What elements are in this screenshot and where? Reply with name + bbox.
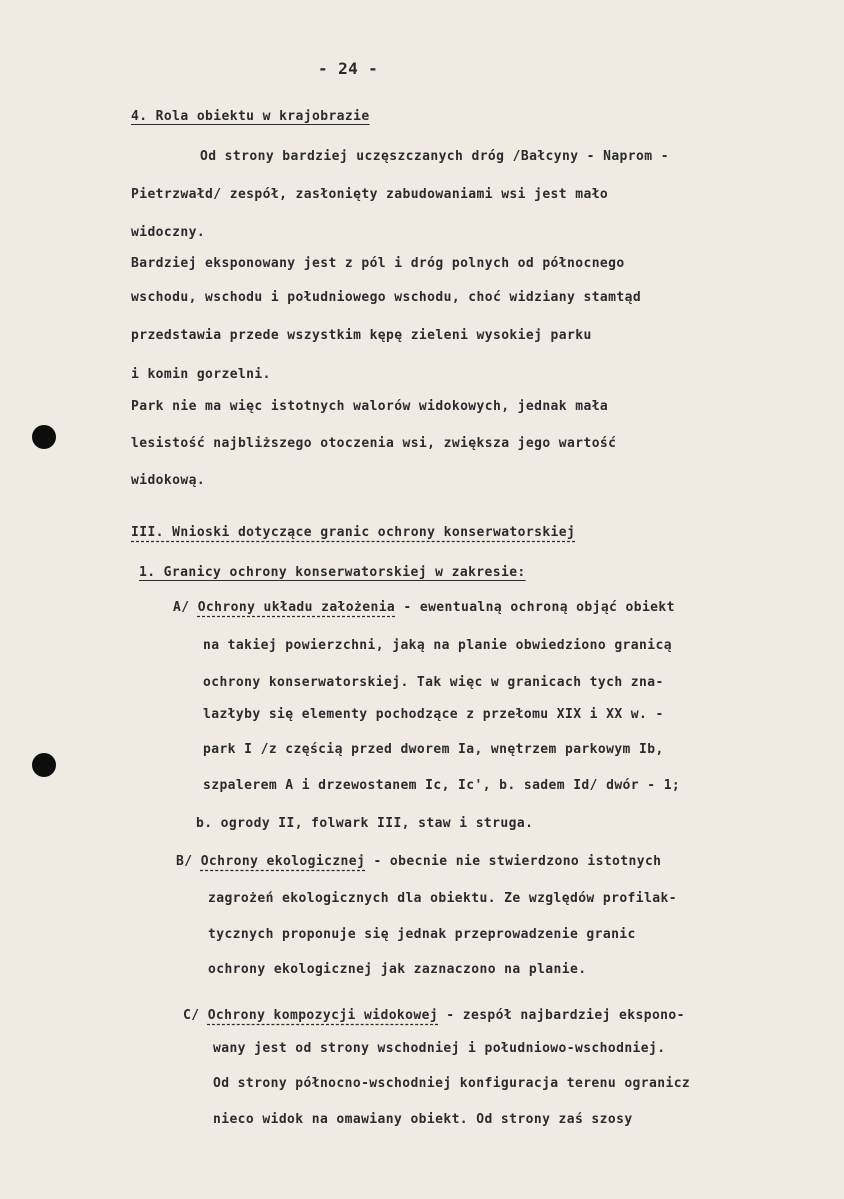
list-item-a — [173, 599, 675, 617]
item-text: - zespół najbardziej ekspono- — [438, 1008, 685, 1023]
text-line: Bardziej eksponowany jest z pól i dróg polnych od północnego — [131, 256, 625, 271]
item-prefix: C/ — [183, 1008, 200, 1023]
text-line: ochrony konserwatorskiej. Tak więc w granicach tych zna- — [203, 675, 664, 690]
page-number: - 24 - — [318, 59, 379, 78]
text-line: widoczny. — [131, 225, 206, 240]
text-line: lesistość najbliższego otoczenia wsi, zwiększa jego wartość — [131, 436, 617, 451]
item-prefix: A/ — [173, 600, 190, 615]
item-title: Ochrony ekologicznej — [200, 854, 366, 869]
text-line: lazłyby się elementy pochodzące z przełomu XIX i XX w. - — [203, 707, 664, 722]
punch-hole-icon — [32, 425, 56, 449]
text-line: Park nie ma więc istotnych walorów widokowych, jednak mała — [131, 399, 609, 414]
text-line: przedstawia przede wszystkim kępę zieleni wysokiej parku — [131, 328, 592, 343]
item-title: Ochrony kompozycji widokowej — [207, 1008, 439, 1023]
text-line: ochrony ekologicznej jak zaznaczono na planie. — [208, 962, 587, 977]
text-line: Pietrzwałd/ zespół, zasłonięty zabudowaniami wsi jest mało — [131, 187, 609, 202]
item-text: - ewentualną ochroną objąć obiekt — [395, 600, 675, 615]
section-heading: III. Wnioski dotyczące granic ochrony konserwatorskiej — [131, 525, 576, 540]
text-line: tycznych proponuje się jednak przeprowadzenie granic — [208, 927, 636, 942]
list-item-c — [183, 1007, 685, 1025]
text-line: park I /z częścią przed dworem Ia, wnętrzem parkowym Ib, — [203, 742, 664, 757]
item-title: Ochrony układu założenia — [197, 600, 396, 615]
text-line: na takiej powierzchni, jaką na planie obwiedziono granicą — [203, 638, 672, 653]
punch-hole-icon — [32, 753, 56, 777]
item-prefix: B/ — [176, 854, 193, 869]
text-line: wschodu, wschodu i południowego wschodu, choć widziany stamtąd — [131, 290, 642, 305]
text-line: Od strony północno-wschodniej konfiguracja terenu ogranicz — [213, 1076, 691, 1091]
text-line: nieco widok na omawiany obiekt. Od strony zaś szosy — [213, 1112, 633, 1127]
text-line: b. ogrody II, folwark III, staw i struga. — [196, 816, 534, 831]
text-line: i komin gorzelni. — [131, 367, 271, 382]
text-line: widokową. — [131, 473, 206, 488]
text-line: Od strony bardziej uczęszczanych dróg /Bałcyny - Naprom - — [200, 149, 669, 164]
subsection-heading: 1. Granicy ochrony konserwatorskiej w zakresie: — [139, 565, 526, 580]
item-text: - obecnie nie stwierdzono istotnych — [365, 854, 662, 869]
text-line: szpalerem A i drzewostanem Ic, Ic', b. sadem Id/ dwór - 1; — [203, 778, 681, 793]
section-heading: 4. Rola obiektu w krajobrazie — [131, 109, 370, 124]
text-line: wany jest od strony wschodniej i południowo-wschodniej. — [213, 1041, 666, 1056]
list-item-b — [176, 853, 661, 871]
text-line: zagrożeń ekologicznych dla obiektu. Ze względów profilak- — [208, 891, 677, 906]
